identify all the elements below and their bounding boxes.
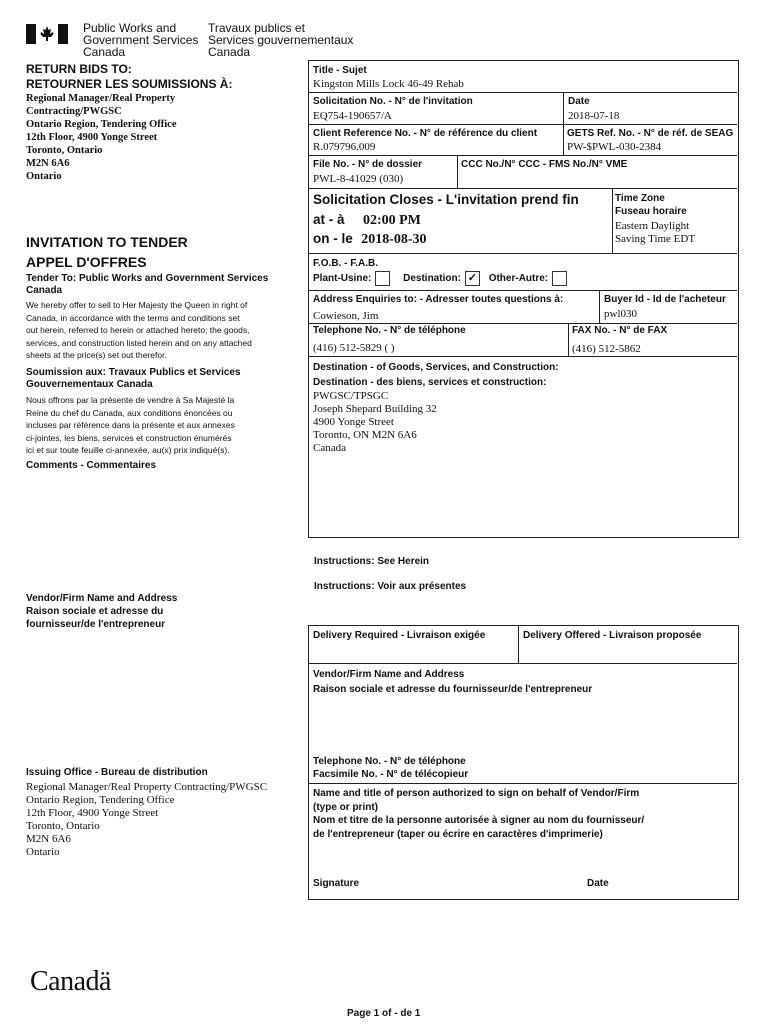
canada-wordmark-text: Canadä <box>30 966 111 997</box>
text-line: services, and construction listed herein and on any attached <box>26 337 252 348</box>
destination-goods-address <box>313 390 437 455</box>
buyer-id-label: Buyer Id - Id de l'acheteur <box>604 294 726 305</box>
return-bids-title <box>26 62 232 92</box>
signature-label: Signature <box>313 878 360 889</box>
address-line: PWGSC/TPSGC <box>313 390 389 402</box>
closing-time <box>313 211 421 229</box>
vendor-label-line: Vendor/Firm Name and Address <box>313 669 465 680</box>
address-line: Ontario <box>26 846 60 858</box>
address-line: Ontario Region, Tendering Office <box>26 794 175 806</box>
text-line: out herein, referred to herein or attached hereto, the goods, <box>26 325 250 335</box>
text-line: Nous offrons par la présente de vendre à Sa Majesté la <box>26 395 235 405</box>
text-line: Reine du chef du Canada, aux conditions énoncées ou <box>26 407 233 418</box>
vendor-label-line: Raison sociale et adresse du fournisseur/de l'entrepreneur <box>313 684 593 695</box>
address-line: Toronto, ON M2N 6A6 <box>313 429 417 441</box>
time-zone-value <box>615 220 695 246</box>
tz-value-line: Eastern Daylight <box>615 220 690 232</box>
dept-fr-line: Services gouvernementaux <box>208 33 354 47</box>
destination-checkbox[interactable]: ✓ <box>465 271 480 286</box>
solicitation-no-label: Solicitation No. - N° de l'invitation <box>313 96 473 107</box>
client-ref-label: Client Reference No. - N° de référence du client <box>313 128 538 139</box>
other-checkbox[interactable] <box>552 271 567 286</box>
dest-label-line: Destination - des biens, services et construction: <box>313 377 547 388</box>
signature-date-label: Date <box>587 878 609 889</box>
text-line: Canada, in accordance with the terms and conditions set <box>26 312 240 323</box>
text-line: ci-jointes, les biens, services et construction énumérés <box>26 432 232 443</box>
invitation-title <box>26 232 188 272</box>
fob-label: F.O.B. - F.A.B. <box>313 258 378 269</box>
vendor-telephone-label: Telephone No. - N° de téléphone <box>313 756 466 767</box>
ccc-no-label: CCC No./N° CCC - FMS No./N° VME <box>461 159 628 170</box>
page-number: Page 1 of - de 1 <box>347 1008 421 1019</box>
text-line: incluses par référence dans la présente et aux annexes <box>26 420 235 430</box>
other-label: Other-Autre: <box>488 273 549 285</box>
dept-fr-line: Travaux publics et <box>208 21 305 35</box>
date-value: 2018-07-18 <box>568 110 620 122</box>
instructions-fr: Instructions: Voir aux présentes <box>314 581 467 592</box>
canada-wordmark <box>30 966 111 998</box>
authorized-person-label <box>313 787 644 841</box>
fob-options <box>313 271 571 286</box>
return-bids-fr: RETOURNER LES SOUMISSIONS À: <box>26 77 233 91</box>
auth-label-line: Nom et titre de la personne autorisée à signer au nom du fournisseur/ <box>313 815 645 826</box>
soumission-text <box>26 394 286 457</box>
text-line: We hereby offer to sell to Her Majesty the Queen in right of <box>26 300 248 310</box>
dept-fr-line: Canada <box>208 45 251 59</box>
at-label: at - à <box>313 212 345 227</box>
dest-label-line: Destination - of Goods, Services, and Construction: <box>313 362 559 373</box>
address-line: M2N 6A6 <box>26 833 71 845</box>
delivery-offered-label: Delivery Offered - Livraison proposée <box>523 630 702 641</box>
gets-ref-value: PW-$PWL-030-2384 <box>567 141 662 153</box>
flag-logo <box>26 24 68 44</box>
title-label: Title - Sujet <box>313 65 367 76</box>
address-line: Toronto, Ontario <box>26 820 100 832</box>
tender-to-text <box>26 299 286 362</box>
dept-en-line: Government Services <box>83 33 199 47</box>
address-line: Regional Manager/Real Property Contracting/PWGSC <box>26 781 268 793</box>
time-zone-label <box>615 192 687 218</box>
vendor-left-line: Raison sociale et adresse du <box>26 606 164 617</box>
dept-en-line: Public Works and <box>83 21 177 35</box>
tz-label-line: Fuseau horaire <box>615 206 687 217</box>
text-line: ici et sur toute feuille ci-annexée, au(x) prix indiqué(s). <box>26 445 230 455</box>
vendor-left-line: Vendor/Firm Name and Address <box>26 593 178 604</box>
address-line: M2N 6A6 <box>26 158 70 169</box>
issuing-office-title: Issuing Office - Bureau de distribution <box>26 767 208 778</box>
tz-label-line: Time Zone <box>615 193 665 204</box>
return-bids-address <box>26 92 177 183</box>
vendor-left-label <box>26 592 177 631</box>
delivery-required-label: Delivery Required - Livraison exigée <box>313 630 486 641</box>
auth-label-line: (type or print) <box>313 801 378 813</box>
address-line: Toronto, Ontario <box>26 145 103 156</box>
plant-label: Plant-Usine: <box>313 273 372 285</box>
address-line: 12th Floor, 4900 Yonge Street <box>26 807 159 819</box>
telephone-value: (416) 512-5829 ( ) <box>313 342 395 354</box>
address-enquiries-value: Cowieson, Jim <box>313 310 379 322</box>
address-line: Ontario Region, Tendering Office <box>26 119 177 130</box>
invitation-title-fr: APPEL D'OFFRES <box>26 254 147 270</box>
department-name-en <box>83 22 198 58</box>
return-bids-en: RETURN BIDS TO: <box>26 62 132 76</box>
buyer-id-value: pwl030 <box>604 308 637 320</box>
file-no-value: PWL-8-41029 (030) <box>313 173 404 185</box>
address-line: 12th Floor, 4900 Yonge Street <box>26 132 158 143</box>
soumission-title: Soumission aux: Travaux Publics et Services Gouvernementaux Canada <box>26 367 241 390</box>
date-label: Date <box>568 96 590 107</box>
dept-en-line: Canada <box>83 45 126 59</box>
auth-label-line: Name and title of person authorized to sign on behalf of Vendor/Firm <box>313 788 640 799</box>
address-line: Joseph Shepard Building 32 <box>313 403 437 415</box>
destination-label: Destination: <box>403 273 461 285</box>
fax-label: FAX No. - N° de FAX <box>572 325 668 336</box>
issuing-office-address <box>26 781 267 859</box>
vendor-facsimile-label: Facsimile No. - N° de télécopieur <box>313 769 469 780</box>
client-ref-value: R.079796.009 <box>313 141 376 153</box>
comments-label: Comments - Commentaires <box>26 460 157 471</box>
tender-to-title: Tender To: Public Works and Government Services Canada <box>26 273 269 296</box>
vendor-left-line: fournisseur/de l'entrepreneur <box>26 619 166 630</box>
closing-date <box>313 230 427 248</box>
on-label: on - le <box>313 231 353 246</box>
instructions-en: Instructions: See Herein <box>314 556 430 567</box>
vendor-name-label <box>313 667 592 697</box>
destination-goods-label <box>313 360 559 390</box>
solicitation-no-value: EQ754-190657/A <box>313 110 392 122</box>
text-line: sheets at the price(s) set out therefor. <box>26 350 167 360</box>
plant-checkbox[interactable] <box>375 271 390 286</box>
authorized-person-field[interactable] <box>312 845 734 873</box>
tz-value-line: Saving Time EDT <box>615 233 696 245</box>
solicitation-closes-label: Solicitation Closes - L'invitation prend fin <box>313 192 579 207</box>
address-line: Contracting/PWGSC <box>26 106 122 117</box>
address-enquiries-label: Address Enquiries to: - Adresser toutes questions à: <box>313 294 564 305</box>
address-line: 4900 Yonge Street <box>313 416 394 428</box>
auth-label-line: de l'entrepreneur (taper ou écrire en caractères d'imprimerie) <box>313 828 603 840</box>
invitation-title-en: INVITATION TO TENDER <box>26 234 188 250</box>
vendor-name-field[interactable] <box>312 698 734 748</box>
address-line: Canada <box>313 442 346 454</box>
at-value: 02:00 PM <box>362 213 421 228</box>
gets-ref-label: GETS Ref. No. - N° de réf. de SEAG <box>567 128 734 139</box>
file-no-label: File No. - N° de dossier <box>313 159 423 170</box>
department-name-fr <box>208 22 353 58</box>
fax-value: (416) 512-5862 <box>572 343 641 355</box>
title-value: Kingston Mills Lock 46-49 Rehab <box>313 78 464 90</box>
telephone-label: Telephone No. - N° de téléphone <box>313 325 466 336</box>
address-line: Regional Manager/Real Property <box>26 93 176 104</box>
address-line: Ontario <box>26 171 62 182</box>
on-value: 2018-08-30 <box>361 232 427 247</box>
